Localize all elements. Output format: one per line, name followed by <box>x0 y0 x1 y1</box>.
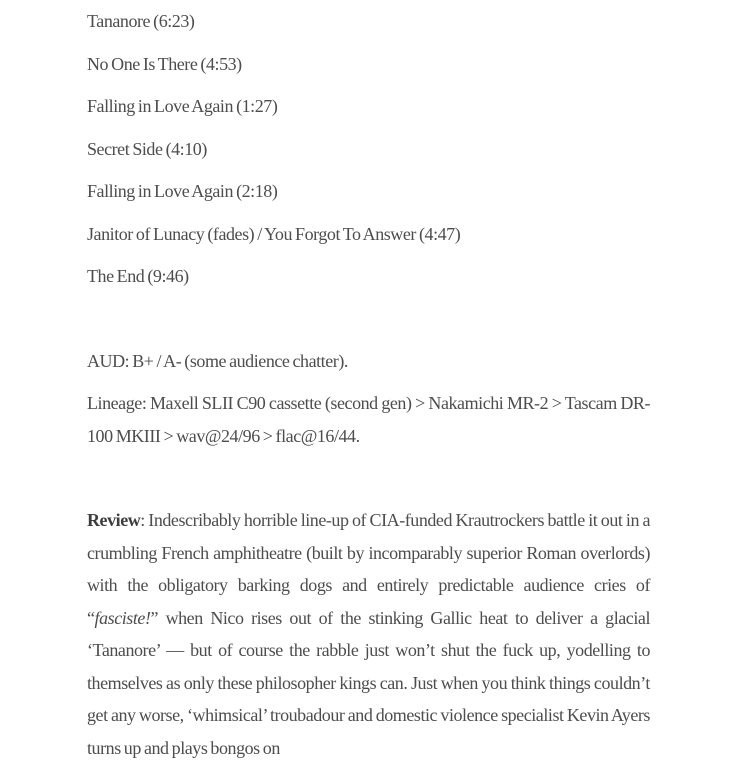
audio-grade-line: AUD: B+ / A- (some audience chatter). <box>87 350 348 371</box>
track-item: Janitor of Lunacy (fades) / You Forgot To Answer (4:47) <box>87 223 461 244</box>
track-item: Falling in Love Again (2:18) <box>87 181 278 201</box>
review-label: Review <box>87 510 141 530</box>
review-text-part1: : Indescribably horrible line-up of CIA-funded Krautrockers battle it out in a crumbling French amphitheatre (built by incomparably superior Roman overlords) with the obligatory barking dogs and entirely predictable audience cries of “ <box>87 510 650 628</box>
section-spacer <box>87 303 650 345</box>
track-item: Tananore (6:23) <box>87 11 195 31</box>
review-text-part2: ” when Nico rises out of the stinking Gallic heat to deliver a glacial ‘Tananore’ — but of course the rabble just won’t shut the fuck up, yodelling to themselves as only these philosopher kings can. Just when you think things couldn’t get any worse, ‘whimsical’ troubadour and domestic violence specialist Kevin Ayers turns up and plays bongos on <box>87 607 650 758</box>
track-item: The End (9:46) <box>87 266 189 286</box>
track-item: No One Is There (4:53) <box>87 53 242 74</box>
post-body <box>87 0 650 763</box>
track-item: Secret Side (4:10) <box>87 138 207 159</box>
lineage-line: Lineage: Maxell SLII C90 cassette (second gen) > Nakamichi MR-2 > Tascam DR-100 MKIII > wav@24/96 > flac@16/44. <box>87 393 650 446</box>
track-item: Falling in Love Again (1:27) <box>87 96 278 116</box>
section-spacer <box>87 462 650 504</box>
review-italic-fasciste: fasciste! <box>94 607 151 628</box>
review-paragraph <box>87 504 650 763</box>
